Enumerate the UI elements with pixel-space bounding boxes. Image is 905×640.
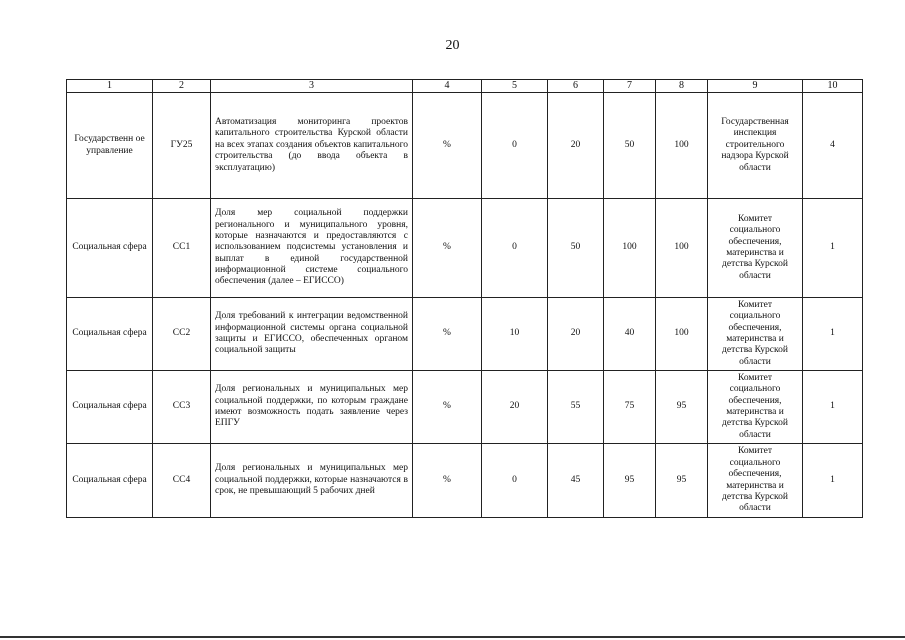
count-cell: 4 [803, 93, 863, 199]
code-cell: СС2 [153, 298, 211, 371]
column-header: 1 [67, 80, 153, 93]
sphere-cell: Государственн ое управление [67, 93, 153, 199]
responsible-cell: Комитет социального обеспечения, материнства и детства Курской области [708, 298, 803, 371]
value-cell: 75 [604, 371, 656, 444]
count-cell: 1 [803, 298, 863, 371]
column-header: 2 [153, 80, 211, 93]
table-row [67, 93, 863, 199]
indicators-table [66, 79, 863, 518]
code-cell: СС3 [153, 371, 211, 444]
value-cell: 100 [656, 93, 708, 199]
unit-cell: % [413, 444, 482, 518]
indicator-name-cell: Доля региональных и муниципальных мер социальной поддержки, по которым граждане имеют возможность подать заявление через ЕПГУ [211, 371, 413, 444]
sphere-cell: Социальная сфера [67, 371, 153, 444]
value-cell: 0 [482, 199, 548, 298]
table-row [67, 298, 863, 371]
responsible-cell: Комитет социального обеспечения, материнства и детства Курской области [708, 371, 803, 444]
column-header: 8 [656, 80, 708, 93]
value-cell: 55 [548, 371, 604, 444]
value-cell: 100 [604, 199, 656, 298]
responsible-cell: Комитет социального обеспечения, материнства и детства Курской области [708, 199, 803, 298]
unit-cell: % [413, 93, 482, 199]
code-cell: СС4 [153, 444, 211, 518]
indicator-name-cell: Доля требований к интеграции ведомственной информационной системы органа социальной защиты и ЕГИССО, обеспеченных органом социальной защиты [211, 298, 413, 371]
column-header: 3 [211, 80, 413, 93]
value-cell: 40 [604, 298, 656, 371]
table-row [67, 199, 863, 298]
value-cell: 10 [482, 298, 548, 371]
value-cell: 100 [656, 298, 708, 371]
column-header: 10 [803, 80, 863, 93]
column-header: 7 [604, 80, 656, 93]
indicator-name-cell: Доля региональных и муниципальных мер социальной поддержки, которые назначаются в срок, не превышающий 5 рабочих дней [211, 444, 413, 518]
table-header-row [67, 80, 863, 93]
value-cell: 45 [548, 444, 604, 518]
value-cell: 95 [656, 371, 708, 444]
responsible-cell: Комитет социального обеспечения, материнства и детства Курской области [708, 444, 803, 518]
sphere-cell: Социальная сфера [67, 444, 153, 518]
column-header: 4 [413, 80, 482, 93]
value-cell: 95 [656, 444, 708, 518]
unit-cell: % [413, 371, 482, 444]
value-cell: 50 [604, 93, 656, 199]
indicator-name-cell: Доля мер социальной поддержки регионального и муниципального уровня, которые назначаются и предоставляются с использованием подсистемы установления и выплат в единой государственной информационной системе социального обеспечения (далее – ЕГИССО) [211, 199, 413, 298]
unit-cell: % [413, 298, 482, 371]
value-cell: 20 [548, 298, 604, 371]
table-row [67, 371, 863, 444]
code-cell: СС1 [153, 199, 211, 298]
indicator-name-cell: Автоматизация мониторинга проектов капитального строительства Курской области на всех этапах создания объектов капитального строительства (до ввода объекта в эксплуатацию) [211, 93, 413, 199]
unit-cell: % [413, 199, 482, 298]
responsible-cell: Государственная инспекция строительного надзора Курской области [708, 93, 803, 199]
sphere-cell: Социальная сфера [67, 298, 153, 371]
value-cell: 0 [482, 93, 548, 199]
value-cell: 95 [604, 444, 656, 518]
table-row [67, 444, 863, 518]
page-number: 20 [445, 38, 460, 53]
sphere-cell: Социальная сфера [67, 199, 153, 298]
code-cell: ГУ25 [153, 93, 211, 199]
value-cell: 100 [656, 199, 708, 298]
count-cell: 1 [803, 444, 863, 518]
column-header: 5 [482, 80, 548, 93]
value-cell: 20 [482, 371, 548, 444]
count-cell: 1 [803, 371, 863, 444]
value-cell: 50 [548, 199, 604, 298]
column-header: 6 [548, 80, 604, 93]
count-cell: 1 [803, 199, 863, 298]
column-header: 9 [708, 80, 803, 93]
value-cell: 20 [548, 93, 604, 199]
value-cell: 0 [482, 444, 548, 518]
page-bottom-rule [0, 636, 905, 638]
